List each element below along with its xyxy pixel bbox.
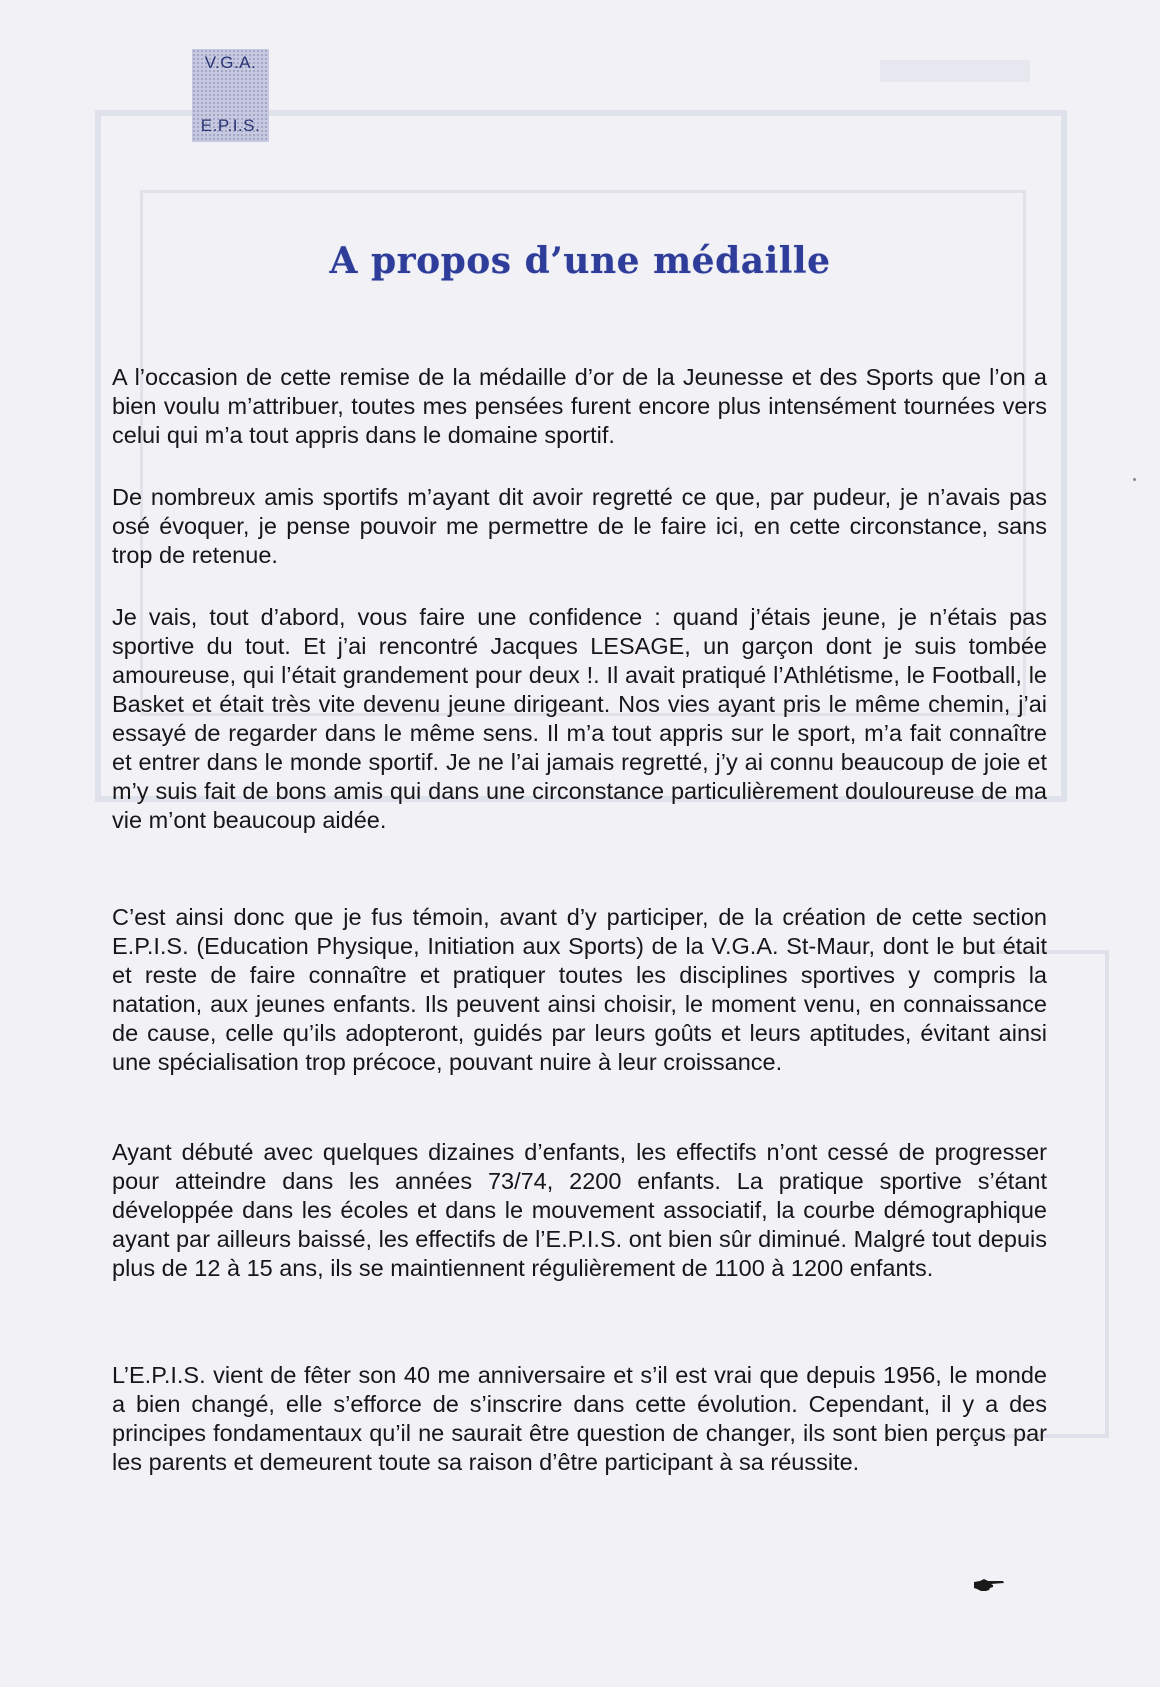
logo-line-epis: E.P.I.S. <box>200 116 261 135</box>
pointing-hand-icon <box>972 1576 1006 1594</box>
paragraph: Ayant débuté avec quelques dizaines d’enfants, les effectifs n’ont cessé de progresser pour atteindre dans les années 73/74, 2200 enfants. La pratique sportive s’étant développée dans les écoles et dans le mouvement associatif, la courbe démographique ayant par ailleurs baissé, les effectifs de l’E.P.I.S. ont bien sûr diminué. Malgré tout depuis plus de 12 à 15 ans, ils se maintiennent régulièrement de 1100 à 1200 enfants. <box>112 1139 1047 1281</box>
reverse-page-bleed <box>880 60 1030 82</box>
paragraph: L’E.P.I.S. vient de fêter son 40 me anniversaire et s’il est vrai que depuis 1956, le monde a bien changé, elle s’efforce de s’inscrire dans cette évolution. Cependant, il y a des principes fondamentaux qu’il ne saurait être question de changer, ils sont bien perçus par les parents et demeurent toute sa raison d’être participant à sa réussite. <box>112 1362 1047 1475</box>
logo-line-vga: V.G.A. <box>204 53 257 72</box>
club-logo <box>192 49 269 142</box>
paragraph: C’est ainsi donc que je fus témoin, avant d’y participer, de la création de cette section E.P.I.S. (Education Physique, Initiation aux Sports) de la V.G.A. St-Maur, dont le but était et reste de faire connaître et pratiquer toutes les disciplines sportives y compris la natation, aux jeunes enfants. Ils peuvent ainsi choisir, le moment venu, en connaissance de cause, celle qu’ils adopteront, guidés par leurs goûts et leurs aptitudes, évitant ainsi une spécialisation trop précoce, pouvant nuire à leur croissance. <box>112 904 1047 1075</box>
paragraph: A l’occasion de cette remise de la médaille d’or de la Jeunesse et des Sports que l’on a bien voulu m’attribuer, toutes mes pensées furent encore plus intensément tournées vers celui qui m’a tout appris dans le domaine sportif. <box>112 364 1047 448</box>
paragraph: Je vais, tout d’abord, vous faire une confidence : quand j’étais jeune, je n’étais pas sportive du tout. Et j’ai rencontré Jacques LESAGE, un garçon dont je suis tombée amoureuse, qui l’était grandement pour deux !. Il avait pratiqué l’Athlétisme, le Football, le Basket et était très vite devenu jeune dirigeant. Nos vies ayant pris le même chemin, j’ai essayé de regarder dans le même sens. Il m’a tout appris sur le sport, m’a fait connaître et entrer dans le monde sportif. Je ne l’ai jamais regretté, j’y ai connu beaucoup de joie et m’y suis fait de bons amis qui dans une circonstance particulièrement douloureuse de ma vie m’ont beaucoup aidée. <box>112 604 1047 833</box>
page-title: A propos d’une médaille <box>329 240 831 282</box>
stray-mark <box>1133 478 1136 481</box>
paragraph: De nombreux amis sportifs m’ayant dit avoir regretté ce que, par pudeur, je n’avais pas osé évoquer, je pense pouvoir me permettre de le faire ici, en cette circonstance, sans trop de retenue. <box>112 484 1047 568</box>
